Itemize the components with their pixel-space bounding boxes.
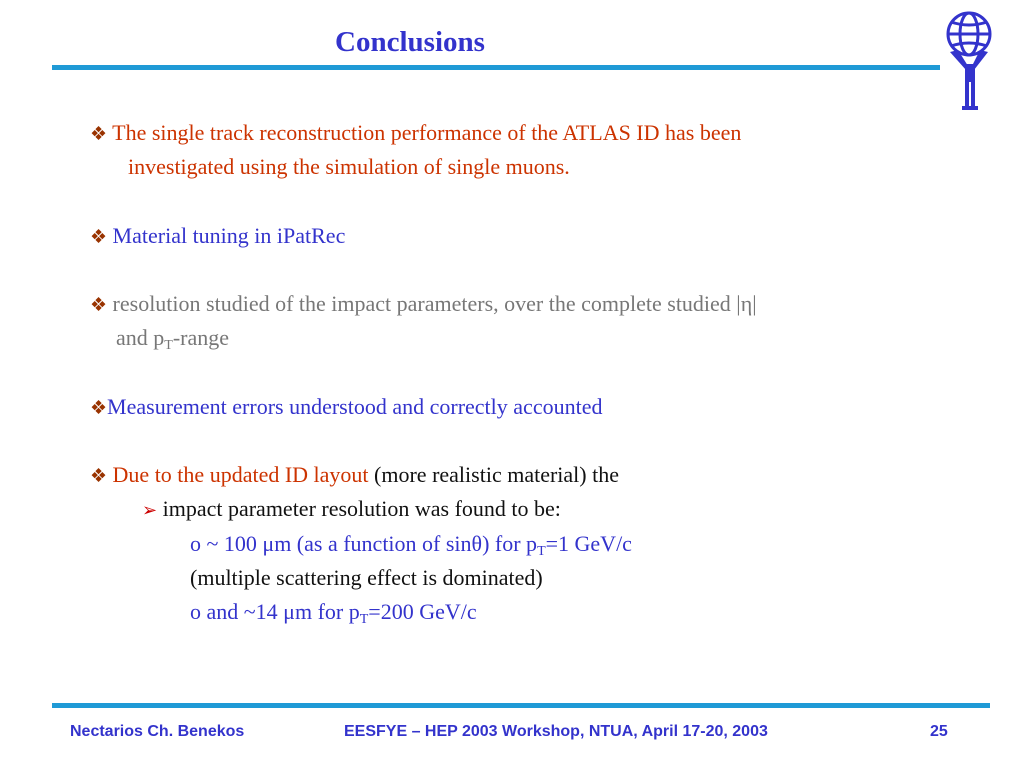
bullet-item-2	[90, 223, 345, 251]
diamond-bullet-icon: ❖	[90, 295, 108, 316]
footer-event: EESFYE – HEP 2003 Workshop, NTUA, April 17-20, 2003	[344, 723, 768, 740]
arrow-bullet-icon: ➢	[142, 500, 158, 520]
bullet-item-3-continuation	[116, 325, 229, 351]
diamond-bullet-icon: ❖	[90, 466, 108, 487]
sub-item-text: impact parameter resolution was found to be:	[162, 496, 561, 521]
bullet-text: The single track reconstruction performance of the ATLAS ID has been	[112, 120, 742, 145]
footer-author: Nectarios Ch. Benekos	[70, 723, 245, 740]
bullet-item-3	[90, 291, 757, 319]
bullet-item-1	[90, 120, 741, 148]
sub-sub-item-2	[190, 599, 477, 625]
page-number: 25	[930, 723, 948, 740]
diamond-bullet-icon: ❖	[90, 124, 108, 145]
bullet-item-4	[90, 394, 602, 422]
sub-sub-item-1	[190, 531, 632, 557]
text-segment: =200 GeV/c	[368, 599, 477, 624]
bullet-text: Material tuning in iPatRec	[112, 223, 346, 248]
subscript: T	[359, 612, 369, 627]
subscript: T	[164, 338, 173, 353]
text-segment: and p	[116, 325, 165, 350]
text-segment: o ~ 100 μm (as a function of sinθ) for p	[190, 531, 538, 556]
diamond-bullet-icon: ❖	[90, 227, 108, 248]
text-segment: =1 GeV/c	[545, 531, 632, 556]
bullet-text: resolution studied of the impact parameters, over the complete studied |η|	[112, 291, 757, 316]
bullet-item-1-continuation: investigated using the simulation of single muons.	[128, 154, 570, 179]
text-segment: o and ~14 μm for p	[190, 599, 360, 624]
subscript: T	[537, 544, 546, 559]
bottom-rule	[52, 703, 990, 708]
bullet-item-5	[90, 462, 619, 490]
bullet-text: (more realistic material) the	[368, 462, 619, 487]
bullet-text: Measurement errors understood and correctly accounted	[107, 394, 603, 419]
sub-item-1	[142, 496, 561, 523]
text-segment: -range	[172, 325, 230, 350]
top-rule	[52, 65, 940, 70]
slide-title: Conclusions	[335, 26, 485, 58]
diamond-bullet-icon: ❖	[90, 398, 108, 419]
sub-sub-item-1-continuation: (multiple scattering effect is dominated)	[190, 565, 543, 590]
bullet-text-highlight: Due to the updated ID layout	[112, 462, 369, 487]
atlas-logo-icon	[938, 8, 1004, 112]
